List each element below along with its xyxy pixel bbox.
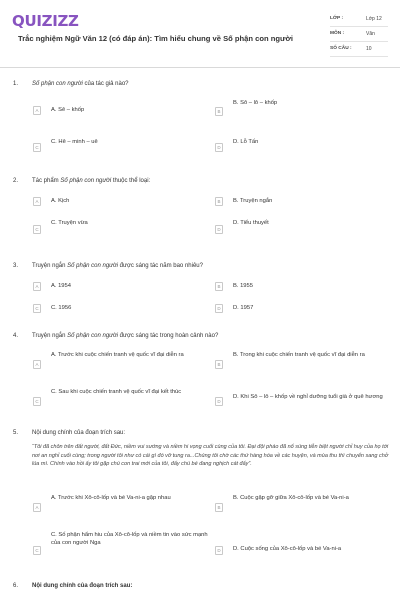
question-text: Nội dung chính của đoạn trích sau: — [32, 583, 133, 589]
option-text: C. 1956 — [51, 305, 72, 311]
option-a-checkbox[interactable]: A — [33, 197, 41, 206]
option-c-checkbox[interactable]: C — [33, 143, 41, 152]
worksheet-header — [0, 0, 400, 68]
meta-row-count — [330, 42, 388, 57]
option-c-checkbox[interactable]: C — [33, 546, 41, 555]
option-text: D. 1957 — [233, 305, 254, 311]
option-c-checkbox[interactable]: C — [33, 397, 41, 406]
option-a-checkbox[interactable]: A — [33, 360, 41, 369]
passage-excerpt: “Tôi đã chôn trên đất người, đất Đức, niềm vui sướng và niềm hi vọng cuối cùng của tôi. Đại đội pháo đã nổ súng tiễn biệt người chỉ huy của họ tới nơi an nghỉ cuối cùng; trong người tôi như có cái gì đó vỡ tung ra...Chúng tôi chờ các thứ hàng hóa về các huyện, và mùa thu thì chuyển sang chở lúa mì. Chính vào hồi ấy tôi gặp chú con trai mới của tôi, đấy chú bé đang nghịch cát đấy”. — [32, 444, 389, 467]
option-text: A. 1954 — [51, 283, 71, 289]
option-b-checkbox[interactable]: B — [215, 197, 223, 206]
option-text: D. Cuộc sống của Xô-cô-lốp và bé Va-ni-a — [233, 546, 342, 552]
question-number: 6. — [13, 583, 19, 589]
meta-value: 10 — [366, 46, 372, 52]
meta-value: Văn — [366, 31, 375, 37]
worksheet-title: Trắc nghiệm Ngữ Văn 12 (có đáp án): Tìm hiểu chung về Số phận con người — [18, 34, 294, 43]
option-text: A. Trước khi cuộc chiến tranh vệ quốc vĩ đại diễn ra — [51, 352, 184, 358]
option-text: B. Truyện ngắn — [233, 198, 273, 204]
option-d-checkbox[interactable]: D — [215, 143, 223, 152]
meta-label: SỐ CÂU : — [330, 46, 352, 51]
option-c-checkbox[interactable]: C — [33, 304, 41, 313]
meta-label: LỚP : — [330, 16, 344, 21]
option-text: A. Kịch — [51, 198, 70, 204]
question-text: Số phận con người của tác giả nào? — [32, 81, 129, 87]
option-a-checkbox[interactable]: A — [33, 503, 41, 512]
option-text: B. 1955 — [233, 283, 253, 289]
option-b-checkbox[interactable]: B — [215, 282, 223, 291]
option-d-checkbox[interactable]: D — [215, 397, 223, 406]
option-c-checkbox[interactable]: C — [33, 225, 41, 234]
question-number: 4. — [13, 333, 19, 339]
option-text: C. Hê – minh – uê — [51, 139, 98, 145]
option-text: D. Lỗ Tấn — [233, 139, 259, 145]
meta-row-subject — [330, 27, 388, 42]
option-a-checkbox[interactable]: A — [33, 282, 41, 291]
option-text: C. Sau khi cuộc chiến tranh vệ quốc vĩ đại kết thúc — [51, 389, 182, 395]
question-number: 5. — [13, 430, 19, 436]
option-text: A. Sê – khốp — [51, 107, 85, 113]
meta-value: Lớp 12 — [366, 16, 382, 22]
option-text: B. Trong khi cuộc chiến tranh vệ quốc vĩ đại diễn ra — [233, 352, 365, 358]
question-text: Truyện ngắn Số phận con người được sáng tác trong hoàn cảnh nào? — [32, 333, 219, 339]
meta-row-grade — [330, 12, 388, 27]
quizizz-logo: QUIZIZZ — [12, 12, 79, 30]
option-text: C. Số phận hẩm hiu của Xô-cô-lốp và niềm tin vào sức mạnh của con người Nga — [51, 532, 208, 546]
question-text: Truyện ngắn Số phận con người được sáng tác năm bao nhiêu? — [32, 263, 203, 269]
question-text: Nội dung chính của đoạn trích sau: — [32, 430, 126, 436]
option-d-checkbox[interactable]: D — [215, 546, 223, 555]
option-text: B. Cuộc gặp gỡ giữa Xô-cô-lốp và bé Va-ni-a — [233, 495, 349, 501]
option-text: D. Tiểu thuyết — [233, 220, 269, 226]
option-text: B. Sô – lô – khốp — [233, 100, 278, 106]
option-b-checkbox[interactable]: B — [215, 360, 223, 369]
option-d-checkbox[interactable]: D — [215, 304, 223, 313]
option-text: D. Khi Sô – lô – khốp về nghỉ dưỡng tuổi già ở quê hương — [233, 394, 383, 400]
question-number: 3. — [13, 263, 19, 269]
option-b-checkbox[interactable]: B — [215, 503, 223, 512]
meta-label: MÔN : — [330, 31, 345, 36]
option-text: C. Truyện vừa — [51, 220, 88, 226]
option-a-checkbox[interactable]: A — [33, 106, 41, 115]
question-number: 1. — [13, 81, 19, 87]
option-d-checkbox[interactable]: D — [215, 225, 223, 234]
question-text: Tác phẩm Số phận con người thuộc thể loại: — [32, 178, 151, 184]
option-b-checkbox[interactable]: B — [215, 107, 223, 116]
worksheet-meta — [330, 12, 388, 57]
question-number: 2. — [13, 178, 19, 184]
option-text: A. Trước khi Xô-cô-lốp và bé Va-ni-a gặp nhau — [51, 495, 171, 501]
